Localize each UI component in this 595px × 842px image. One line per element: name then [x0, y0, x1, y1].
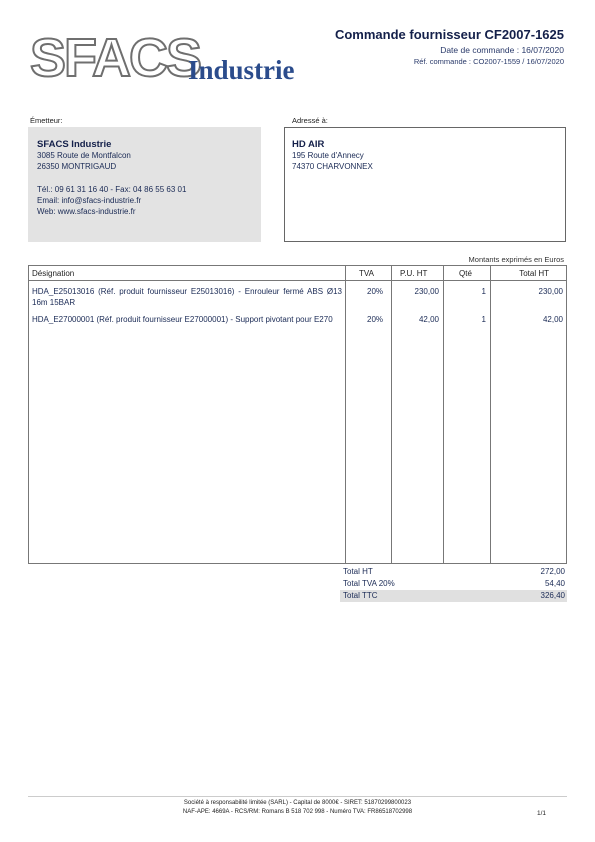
row-quantity: 1 — [481, 315, 486, 324]
total-ttc-value: 326,40 — [540, 591, 565, 600]
row-quantity: 1 — [481, 287, 486, 296]
header-tva: TVA — [359, 269, 374, 278]
total-tva-row — [340, 578, 567, 590]
sender-website: Web: www.sfacs-industrie.fr — [37, 207, 136, 216]
header-total: Total HT — [519, 269, 549, 278]
sender-phone: Tél.: 09 61 31 16 40 - Fax: 04 86 55 63 01 — [37, 185, 187, 194]
row-total: 230,00 — [538, 287, 563, 296]
footer-legal-line2: NAF-APE: 4669A - RCS/RM: Romans B 518 702 998 - Numéro TVA: FR86518702998 — [182, 809, 413, 815]
order-reference: Réf. commande : CO2007-1559 / 16/07/2020 — [413, 57, 564, 66]
recipient-label: Adressé à: — [292, 116, 328, 125]
row-total: 42,00 — [542, 315, 563, 324]
row-tva: 20% — [367, 315, 384, 324]
recipient-block — [284, 127, 566, 242]
sender-address-city: 26350 MONTRIGAUD — [37, 162, 117, 171]
row-tva: 20% — [367, 287, 384, 296]
total-ht-row — [340, 566, 567, 578]
document-title: Commande fournisseur CF2007-1625 — [334, 27, 564, 42]
table-header-divider — [29, 280, 566, 281]
footer-legal-line1: Société à responsabilité limitée (SARL) - Capital de 8000€ - SIRET: 51870299800023 — [183, 800, 412, 806]
sender-label: Émetteur: — [30, 116, 63, 125]
logo-wordmark: SFACS — [30, 28, 201, 88]
column-divider — [391, 266, 392, 563]
total-tva-value: 54,40 — [544, 579, 565, 588]
column-divider — [490, 266, 491, 563]
header-designation: Désignation — [32, 269, 75, 278]
total-ht-label: Total HT — [343, 567, 373, 576]
header-unit-price: P.U. HT — [400, 269, 428, 278]
footer-divider — [28, 796, 567, 797]
row-designation: HDA_E27000001 (Réf. produit fournisseur E27000001) - Support pivotant pour E270 — [32, 315, 333, 324]
company-logo — [30, 28, 320, 88]
sender-address-street: 3085 Route de Montfalcon — [37, 151, 131, 160]
recipient-address-city: 74370 CHARVONNEX — [292, 162, 373, 171]
row-unit-price: 42,00 — [418, 315, 439, 324]
total-ttc-label: Total TTC — [343, 591, 378, 600]
sender-email: Email: info@sfacs-industrie.fr — [37, 196, 142, 205]
items-table — [28, 265, 567, 564]
currency-note: Montants exprimés en Euros — [468, 255, 564, 264]
sender-block — [28, 127, 261, 242]
recipient-name: HD AIR — [292, 139, 325, 150]
header-quantity: Qté — [459, 269, 472, 278]
row-designation: HDA_E25013016 (Réf. produit fournisseur E25013016) - Enrouleur fermé ABS Ø13 16m 15BAR — [32, 287, 342, 307]
page-number: 1/1 — [536, 810, 546, 817]
total-tva-label: Total TVA 20% — [343, 579, 395, 588]
total-ht-value: 272,00 — [540, 567, 565, 576]
order-date: Date de commande : 16/07/2020 — [440, 45, 564, 55]
column-divider — [443, 266, 444, 563]
total-ttc-row — [340, 590, 567, 602]
row-unit-price: 230,00 — [414, 287, 439, 296]
sender-name: SFACS Industrie — [37, 139, 112, 150]
recipient-address-street: 195 Route d'Annecy — [292, 151, 364, 160]
column-divider — [345, 266, 346, 563]
logo-subtitle: Industrie — [188, 55, 295, 85]
